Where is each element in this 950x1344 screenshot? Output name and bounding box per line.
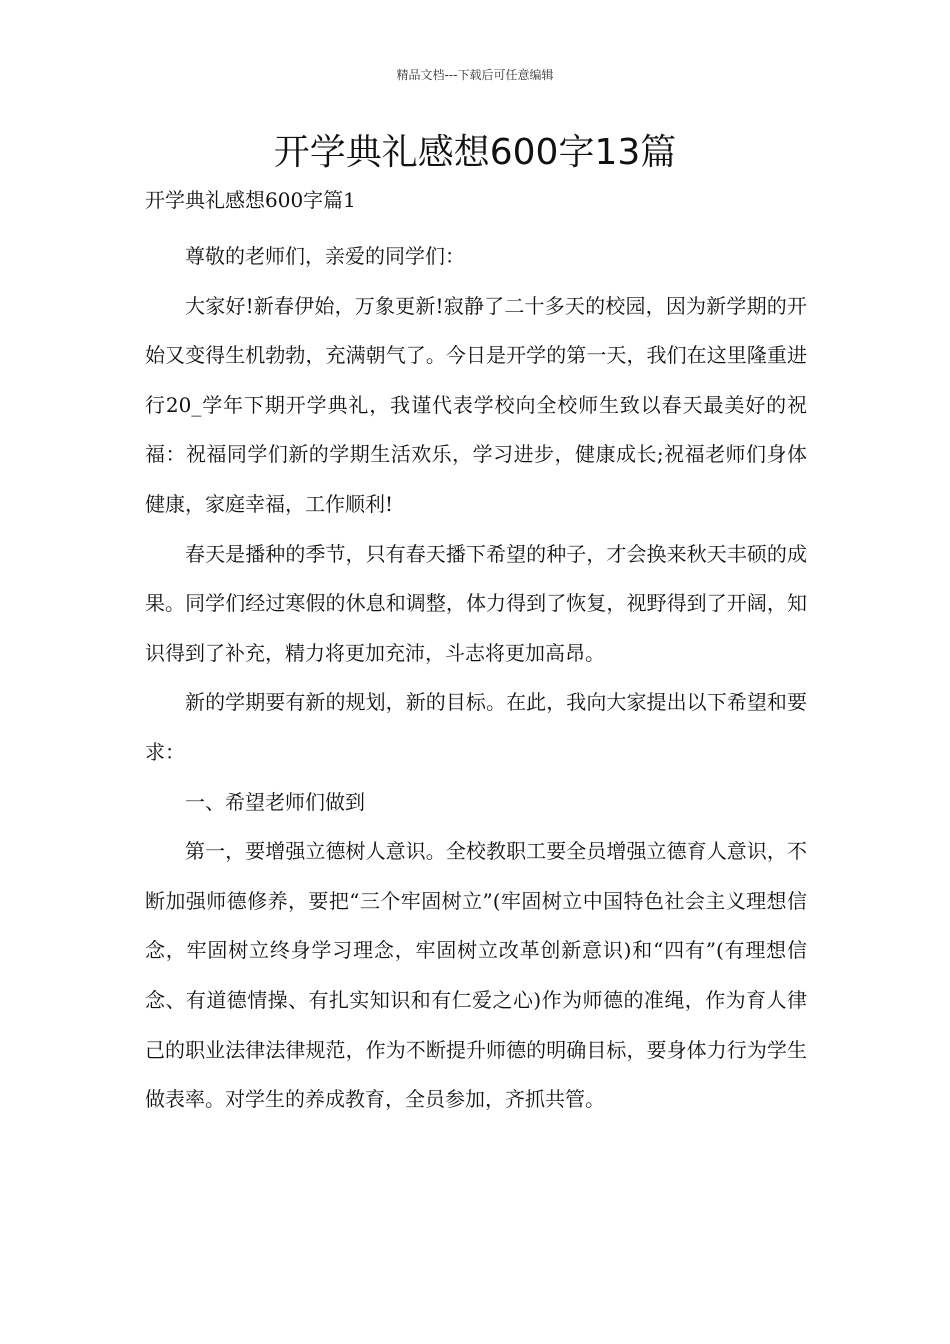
paragraph: 大家好!新春伊始，万象更新!寂静了二十多天的校园，因为新学期的开始又变得生机勃勃，充满朝气了。今日是开学的第一天，我们在这里隆重进行20_学年下期开学典礼，我谨代表学校向全校师生致以春天最美好的祝福：祝福同学们新的学期生活欢乐，学习进步，健康成长;祝福老师们身体健康，家庭幸福，工作顺利! bbox=[145, 293, 807, 516]
paragraph: 新的学期要有新的规划，新的目标。在此，我向大家提出以下希望和要求： bbox=[145, 690, 807, 764]
paragraph: 春天是播种的季节，只有春天播下希望的种子，才会换来秋天丰硕的成果。同学们经过寒假的休息和调整，体力得到了恢复，视野得到了开阔，知识得到了补充，精力将更加充沛，斗志将更加高昂。 bbox=[145, 541, 807, 665]
page-header-note: 精品文档---下载后可任意编辑 bbox=[396, 68, 554, 82]
subheading-teachers: 一、希望老师们做到 bbox=[185, 789, 365, 814]
paragraph-salutation: 尊敬的老师们，亲爱的同学们： bbox=[185, 244, 465, 268]
section-heading: 开学典礼感想600字篇1 bbox=[145, 188, 356, 212]
document-body bbox=[145, 232, 807, 1125]
document-title: 开学典礼感想600字13篇 bbox=[273, 132, 677, 173]
paragraph: 第一，要增强立德树人意识。全校教职工要全员增强立德育人意识，不断加强师德修养，要把“三个牢固树立”(牢固树立中国特色社会主义理想信念，牢固树立终身学习理念，牢固树立改革创新意识)和“四有”(有理想信念、有道德情操、有扎实知识和有仁爱之心)作为师德的准绳，作为育人律己的职业法律法律规范，作为不断提升师德的明确目标，要身体力行为学生做表率。对学生的养成教育，全员参加，齐抓共管。 bbox=[145, 839, 807, 1112]
